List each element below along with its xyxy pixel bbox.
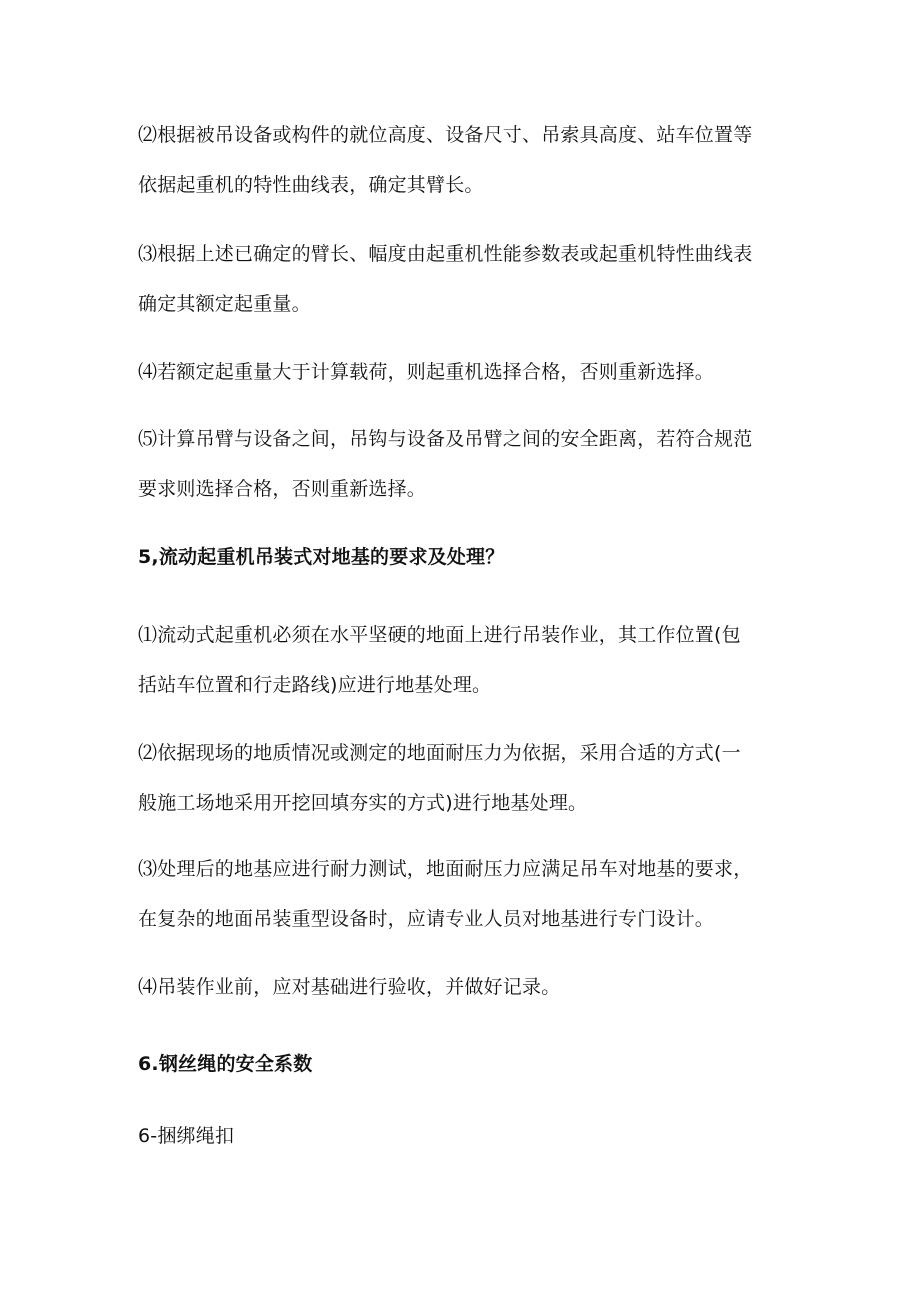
text-line: ⑵依据现场的地质情况或测定的地面耐压力为依据，采用合适的方式(一	[138, 742, 741, 764]
text-line: 括站车位置和行走路线)应进行地基处理。	[138, 674, 492, 696]
text-line: ⑷吊装作业前，应对基础进行验收，并做好记录。	[138, 976, 561, 998]
text-line: 依据起重机的特性曲线表，确定其臂长。	[138, 174, 484, 196]
text-line: ⑵根据被吊设备或构件的就位高度、设备尺寸、吊索具高度、站车位置等	[138, 124, 753, 146]
paragraph-step-2-boom-length	[138, 110, 798, 210]
text-line: 在复杂的地面吊装重型设备时，应请专业人员对地基进行专门设计。	[138, 908, 715, 930]
section-heading-6	[138, 1039, 798, 1089]
paragraph-step-5-safety-distance	[138, 414, 798, 514]
paragraph-foundation-1	[138, 610, 798, 710]
paragraph-binding-knot	[138, 1111, 798, 1161]
paragraph-foundation-3	[138, 844, 798, 944]
text-line: ⑶处理后的地基应进行耐力测试，地面耐压力应满足吊车对地基的要求，	[138, 858, 753, 880]
text-line: 确定其额定起重量。	[138, 293, 311, 315]
text-line: 6-捆绑绳扣	[138, 1125, 235, 1147]
paragraph-foundation-2	[138, 728, 798, 828]
paragraph-step-4-load-check	[138, 347, 798, 397]
heading-text: 5,流动起重机吊装式对地基的要求及处理？	[138, 546, 505, 568]
section-heading-5	[138, 532, 798, 582]
text-line: ⑴流动式起重机必须在水平坚硬的地面上进行吊装作业，其工作位置(包	[138, 624, 741, 646]
paragraph-step-3-rated-capacity	[138, 229, 798, 329]
paragraph-foundation-4	[138, 962, 798, 1012]
text-line: ⑷若额定起重量大于计算载荷，则起重机选择合格，否则重新选择。	[138, 361, 715, 383]
heading-text: 6.钢丝绳的安全系数	[138, 1053, 313, 1075]
text-line: 要求则选择合格，否则重新选择。	[138, 478, 427, 500]
text-line: 般施工场地采用开挖回填夯实的方式)进行地基处理。	[138, 792, 588, 814]
text-line: ⑸计算吊臂与设备之间，吊钩与设备及吊臂之间的安全距离，若符合规范	[138, 428, 753, 450]
text-line: ⑶根据上述已确定的臂长、幅度由起重机性能参数表或起重机特性曲线表	[138, 243, 753, 265]
